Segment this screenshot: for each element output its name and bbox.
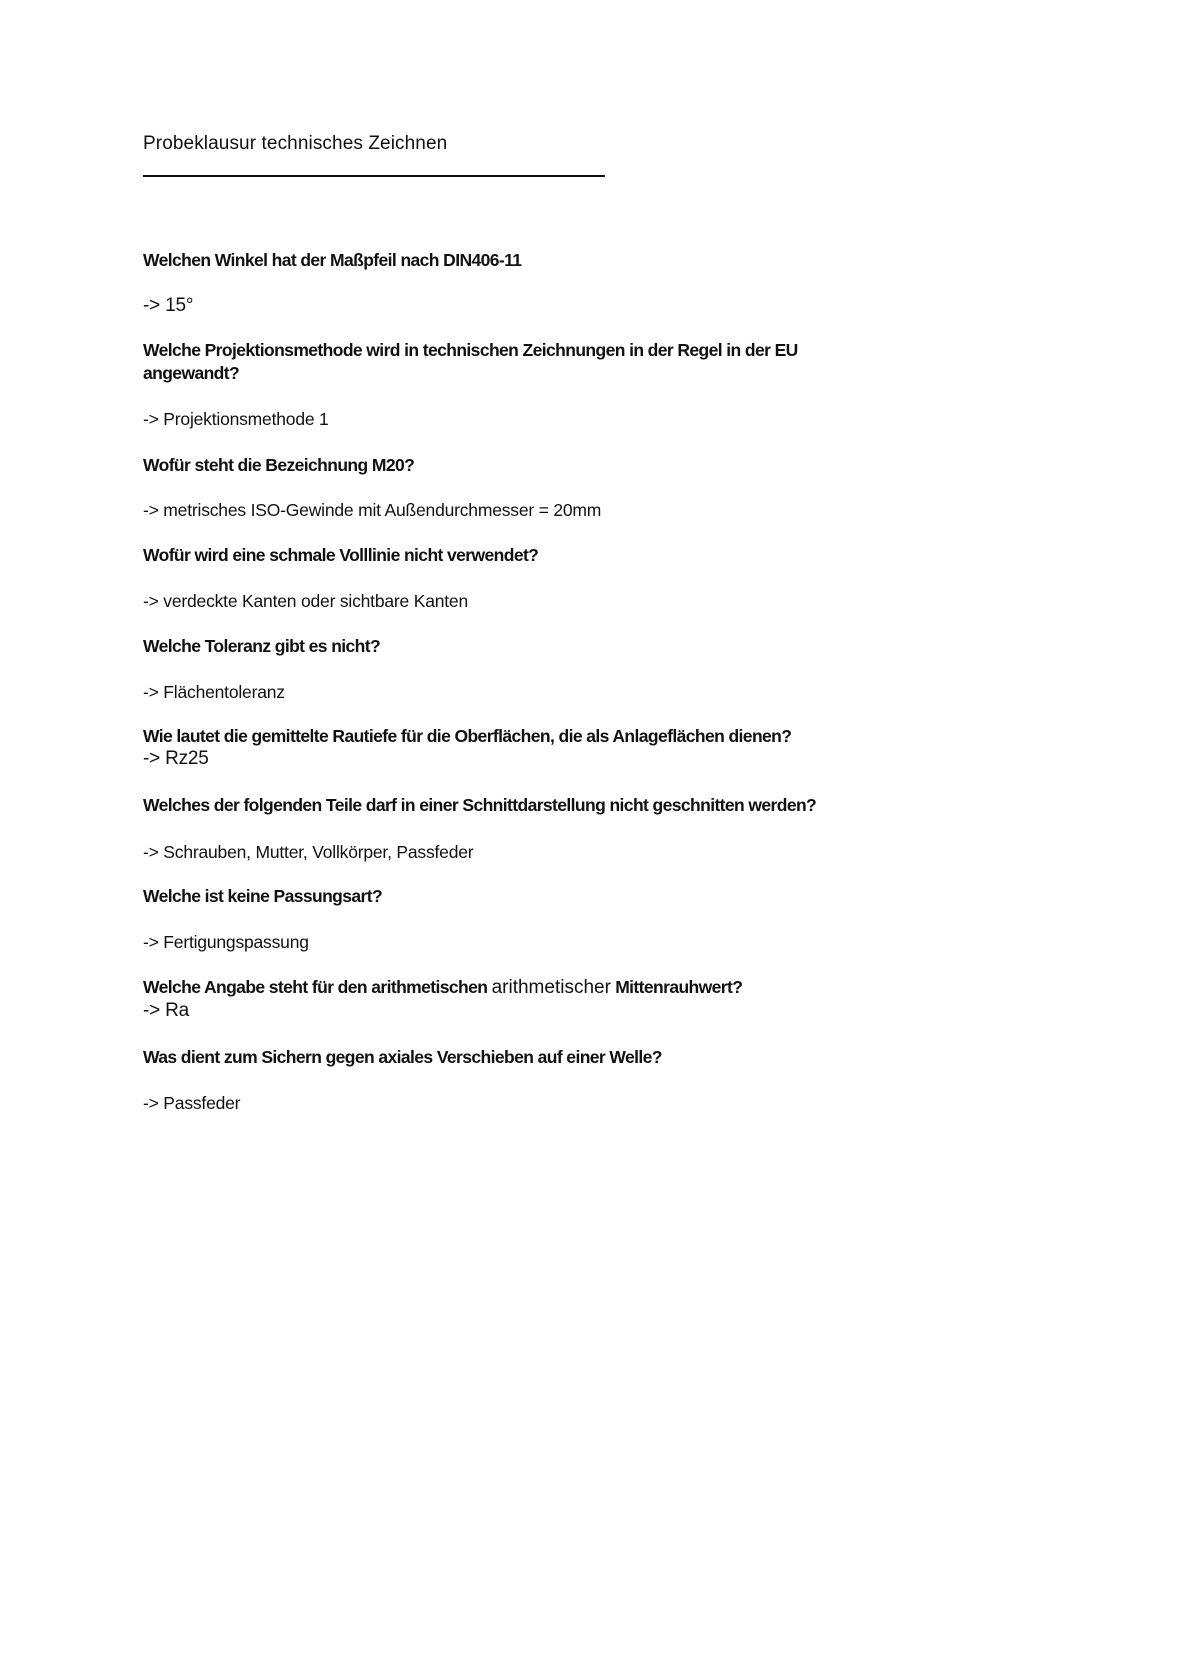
answer-7: -> Schrauben, Mutter, Vollkörper, Passfeder <box>143 842 474 862</box>
question-6: Wie lautet die gemittelte Rautiefe für die Oberflächen, die als Anlageflächen dienen? <box>143 726 792 746</box>
question-2-line-1: Welche Projektionsmethode wird in technischen Zeichnungen in der Regel in der EU <box>143 340 798 360</box>
question-9 <box>143 977 742 999</box>
question-2-line-2: angewandt? <box>143 363 240 383</box>
document-title: Probeklausur technisches Zeichnen <box>143 133 448 154</box>
question-9-part-1: Welche Angabe steht für den arithmetischen <box>143 977 488 997</box>
answer-8: -> Fertigungspassung <box>143 932 309 952</box>
question-5: Welche Toleranz gibt es nicht? <box>143 636 381 656</box>
answer-2: -> Projektionsmethode 1 <box>143 409 329 429</box>
question-9-part-3: Mittenrauhwert? <box>615 977 743 997</box>
answer-4: -> verdeckte Kanten oder sichtbare Kanten <box>143 591 468 611</box>
question-9-part-2: arithmetischer <box>491 977 611 998</box>
question-4: Wofür wird eine schmale Volllinie nicht verwendet? <box>143 545 539 565</box>
question-1: Welchen Winkel hat der Maßpfeil nach DIN406-11 <box>143 250 522 270</box>
question-8: Welche ist keine Passungsart? <box>143 886 383 906</box>
answer-1: -> 15° <box>143 295 194 316</box>
title-underline <box>143 175 605 177</box>
answer-9: -> Ra <box>143 1000 189 1021</box>
answer-10: -> Passfeder <box>143 1093 241 1113</box>
question-3: Wofür steht die Bezeichnung M20? <box>143 455 415 475</box>
answer-6: -> Rz25 <box>143 748 209 769</box>
question-7: Welches der folgenden Teile darf in einer Schnittdarstellung nicht geschnitten werden? <box>143 795 817 815</box>
answer-5: -> Flächentoleranz <box>143 682 285 702</box>
answer-3: -> metrisches ISO-Gewinde mit Außendurchmesser = 20mm <box>143 500 602 520</box>
question-10: Was dient zum Sichern gegen axiales Verschieben auf einer Welle? <box>143 1047 662 1067</box>
